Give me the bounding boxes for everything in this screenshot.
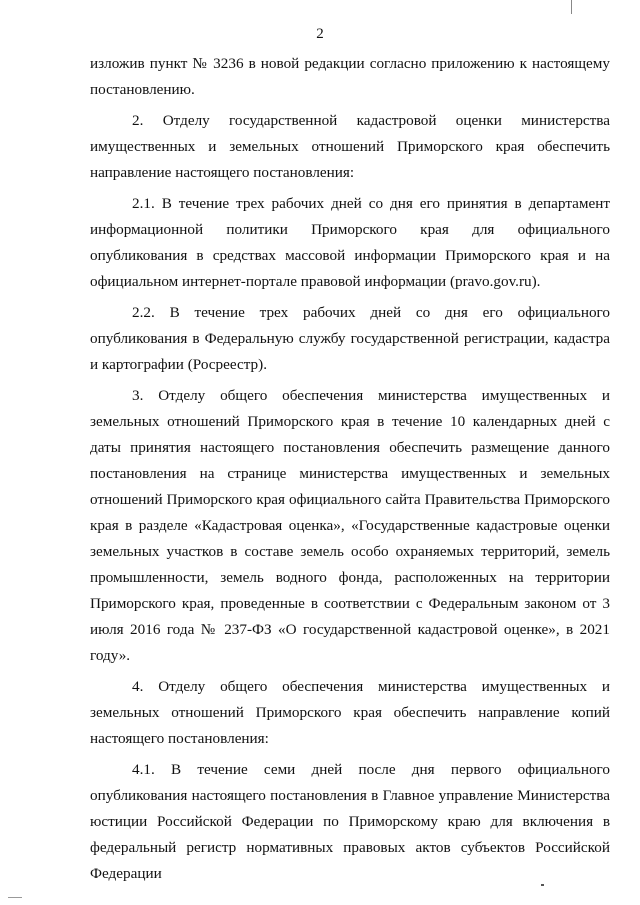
paragraph-continuation: изложив пункт № 3236 в новой редакции согласно приложению к настоящему постановлению. [90, 55, 610, 98]
scan-edge-mark [571, 0, 572, 14]
scan-speck [541, 884, 544, 886]
paragraph-item-4-1: 4.1. В течение семи дней после дня первого официального опубликования настоящего постановления в Главное управление Министерства юстиции Российской Федерации по Приморскому краю для включения в федеральный регистр нормативных правовых актов субъектов Российской Федерации [90, 761, 610, 882]
page-number: 2 [316, 26, 324, 42]
paragraph-item-4: 4. Отделу общего обеспечения министерства имущественных и земельных отношений Приморского края обеспечить направление копий настоящего постановления: [90, 678, 610, 747]
scan-speck [8, 897, 22, 898]
document-body [90, 51, 610, 887]
paragraph-item-2-1: 2.1. В течение трех рабочих дней со дня его принятия в департамент информационной политики Приморского края для официального опубликования в средствах массовой информации Приморского края и на официальном интернет-портале правовой информации (pravo.gov.ru). [90, 195, 610, 290]
paragraph-item-2: 2. Отделу государственной кадастровой оценки министерства имущественных и земельных отношений Приморского края обеспечить направление настоящего постановления: [90, 112, 610, 181]
paragraph-item-2-2: 2.2. В течение трех рабочих дней со дня его официального опубликования в Федеральную службу государственной регистрации, кадастра и картографии (Росреестр). [90, 304, 610, 373]
paragraph-item-3: 3. Отделу общего обеспечения министерства имущественных и земельных отношений Приморского края в течение 10 календарных дней с даты принятия настоящего постановления обеспечить размещение данного постановления на странице министерства имущественных и земельных отношений Приморского края официального сайта Правительства Приморского края в разделе «Кадастровая оценка», «Государственные кадастровые оценки земельных участков в составе земель особо охраняемых территорий, земель промышленности, земель водного фонда, расположенных на территории Приморского края, проведенные в соответствии с Федеральным законом от 3 июля 2016 года № 237-ФЗ «О государственной кадастровой оценке», в 2021 году». [90, 387, 610, 664]
